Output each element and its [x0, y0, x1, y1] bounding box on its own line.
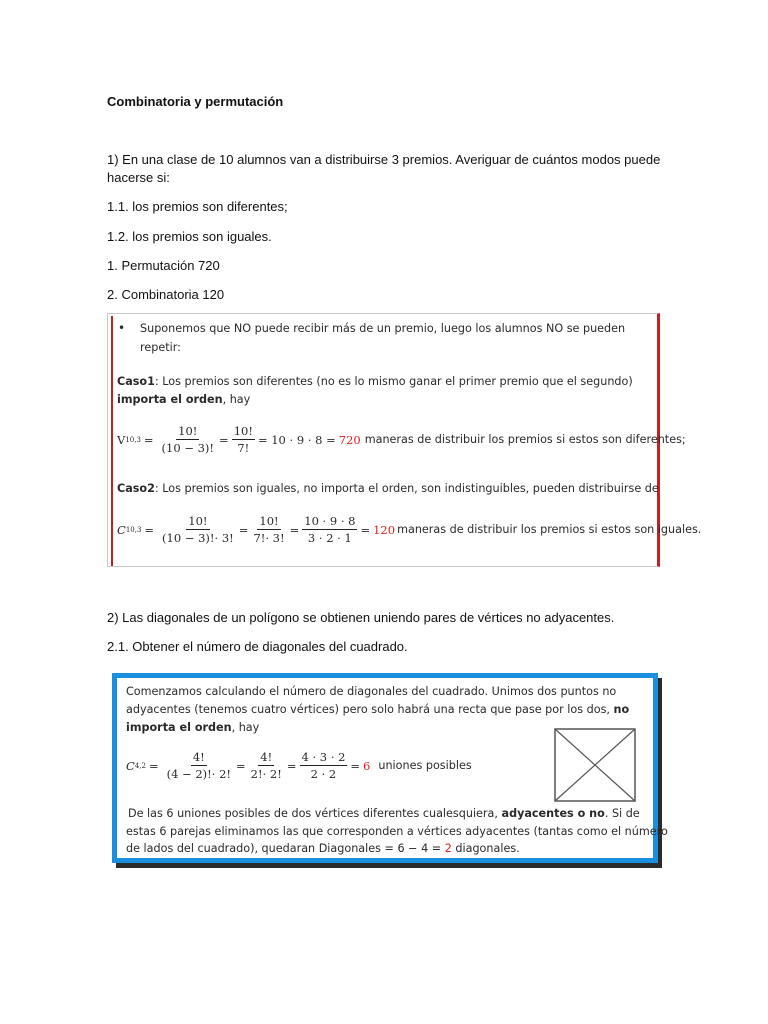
v-expand: = 10 · 9 · 8 =: [257, 432, 336, 447]
caso2-label: Caso2: [117, 482, 155, 495]
fig2-line-3: [126, 721, 259, 734]
question-2-1: 2.1. Obtener el número de diagonales del cuadrado.: [107, 639, 408, 654]
c-fraction-2: [251, 514, 286, 545]
v-subscript: 10,3: [125, 435, 141, 444]
caso1-line-2: [117, 393, 250, 406]
v-symbol: V: [117, 432, 126, 447]
square-diagonals-diagram: [554, 728, 636, 802]
fig2-line-1: Comenzamos calculando el número de diagonales del cuadrado. Unimos dos puntos no: [126, 685, 617, 698]
c42-result: 6: [363, 758, 371, 773]
v-frac2-den: 7!: [237, 441, 250, 455]
c-frac1-num: 10!: [188, 514, 208, 528]
answer-2: 2. Combinatoria 120: [107, 287, 225, 302]
c42-equals-4: =: [350, 758, 361, 773]
c-text: maneras de distribuir los premios si estos son iguales.: [397, 523, 702, 536]
fig2-line-6-tail: diagonales.: [455, 842, 520, 855]
c42-equals: =: [148, 758, 159, 773]
v-result: 720: [338, 432, 361, 447]
c42-fraction-1: [165, 750, 233, 781]
fig2-line-4-text: De las 6 uniones posibles de dos vértices diferentes cualesquiera,: [128, 807, 498, 820]
v-frac1-den: (10 − 3)!: [161, 441, 215, 455]
c42-result-text: uniones posibles: [378, 759, 472, 772]
question-1-2: 1.2. los premios son iguales.: [107, 229, 272, 244]
caso1-text: : Los premios son diferentes (no es lo mismo ganar el primer premio que el segundo): [154, 375, 633, 388]
c-subscript: 10,3: [125, 525, 142, 534]
fig2-line-6-text: de lados del cuadrado), quedaran Diagonales = 6 − 4 =: [126, 842, 442, 855]
c-result: 120: [373, 522, 396, 537]
caso2-line: [117, 482, 659, 495]
combination-formula: [117, 514, 701, 545]
v-equals: =: [143, 432, 154, 447]
fig1-line-2: repetir:: [140, 341, 181, 354]
fig2-line-6-result: 2: [444, 842, 452, 855]
c-frac3-num: 10 · 9 · 8: [304, 514, 356, 528]
caso1-label: Caso1: [117, 375, 155, 388]
v-frac2-num: 10!: [233, 424, 253, 438]
document-title: Combinatoria y permutación: [107, 94, 284, 109]
c42-frac1-num: 4!: [192, 750, 205, 764]
c42-equals-3: =: [286, 758, 297, 773]
caso1-tail: , hay: [222, 393, 251, 406]
c42-frac2-num: 4!: [260, 750, 273, 764]
v-text: maneras de distribuir los premios si estos son diferentes;: [364, 433, 686, 446]
v-fraction-2: [232, 424, 255, 455]
c42-fraction-2: [249, 750, 284, 781]
fig2-line-2-text: adyacentes (tenemos cuatro vértices) pero solo habrá una recta que pase por los dos,: [126, 703, 610, 716]
c42-subscript: 4,2: [134, 761, 146, 770]
v-equals-2: =: [219, 432, 229, 447]
c-symbol: C: [117, 522, 126, 537]
fig2-line-4-bold: adyacentes o no: [501, 807, 605, 820]
c-equals: =: [144, 522, 155, 537]
question-2: 2) Las diagonales de un polígono se obtienen uniendo pares de vértices no adyacentes.: [107, 610, 615, 625]
c-fraction-3: [302, 514, 357, 545]
variation-formula: [117, 424, 686, 455]
diagonal-combination-formula: [126, 750, 472, 781]
fig2-line-2-bold: no: [613, 703, 630, 716]
fig2-line-3-tail: , hay: [231, 721, 260, 734]
solution-figure-2: [112, 673, 668, 863]
c42-equals-2: =: [236, 758, 246, 773]
caso2-text: : Los premios son iguales, no importa el orden, son indistinguibles, pueden distribuirse de: [154, 482, 659, 495]
fig2-line-4: [128, 807, 640, 820]
solution-figure-1: [107, 313, 702, 567]
bullet: •: [118, 321, 126, 335]
caso1-line: [117, 375, 633, 388]
c42-frac2-den: 2!· 2!: [250, 767, 282, 781]
fig2-line-4-tail: . Si de: [604, 807, 640, 820]
c-equals-3: =: [289, 522, 300, 537]
c-frac2-num: 10!: [259, 514, 279, 528]
c42-fraction-3: [300, 750, 348, 781]
c42-frac3-den: 2 · 2: [310, 767, 337, 781]
v-frac1-num: 10!: [178, 424, 198, 438]
c42-frac1-den: (4 − 2)!· 2!: [166, 767, 232, 781]
question-1-1: 1.1. los premios son diferentes;: [107, 199, 288, 214]
c42-symbol: C: [126, 758, 135, 773]
caso1-bold: importa el orden: [117, 393, 223, 406]
question-1: 1) En una clase de 10 alumnos van a distribuirse 3 premios. Averiguar de cuántos modos puede hacerse si:: [107, 152, 661, 185]
c-frac1-den: (10 − 3)!· 3!: [162, 531, 234, 545]
c42-frac3-num: 4 · 3 · 2: [301, 750, 346, 764]
c-fraction-1: [160, 514, 236, 545]
c-frac3-den: 3 · 2 · 1: [307, 531, 352, 545]
v-fraction-1: [160, 424, 217, 455]
fig2-line-3-bold: importa el orden: [126, 721, 232, 734]
fig1-line-1: Suponemos que NO puede recibir más de un premio, luego los alumnos NO se pueden: [140, 322, 626, 335]
c-equals-4: =: [360, 522, 371, 537]
c-frac2-den: 7!· 3!: [253, 531, 285, 545]
answer-1: 1. Permutación 720: [107, 258, 220, 273]
c-equals-2: =: [238, 522, 249, 537]
fig2-line-2: [126, 703, 629, 716]
fig2-line-6: [126, 842, 520, 855]
fig2-line-5: estas 6 parejas eliminamos las que corresponden a vértices adyacentes (tantas como el número: [126, 825, 668, 838]
